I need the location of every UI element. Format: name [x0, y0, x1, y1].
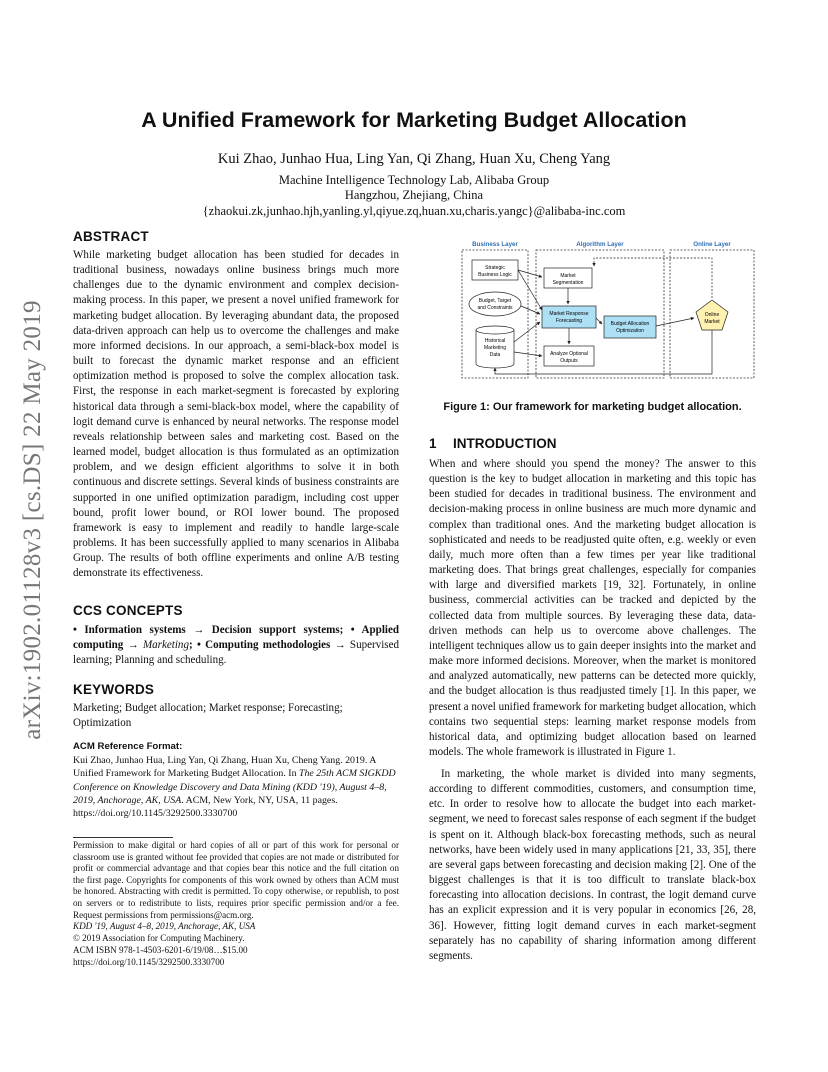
acm-ref-label: ACM Reference Format: [73, 741, 183, 752]
location: Hangzhou, Zhejiang, China [344, 188, 484, 202]
historical-data-cylinder-top [476, 326, 514, 334]
author-emails: {zhaokui.zk,junhao.hjh,yanling.yl,qiyue.zq,huan.xu,charis.yangc}@alibaba-inc.com [202, 204, 626, 218]
acm-ref-line2: . ACM, New York, NY, USA, 11 pages. https://doi.org/10.1145/3292500.3330700 [73, 794, 338, 820]
analyze-line2: Outputs [560, 358, 578, 364]
permission-isbn: ACM ISBN 978-1-4503-6201-6/19/08…$15.00 [73, 945, 248, 955]
ccs-part4: → Supervised learning; Planning and scheduling. [73, 639, 400, 667]
response-line1: Market Response [549, 311, 589, 317]
permission-conf-text: KDD '19, August 4–8, 2019, Anchorage, AK, USA [73, 921, 256, 931]
arxiv-identifier: arXiv:1902.01128v3 [cs.DS] 22 May 2019 [19, 300, 46, 740]
arrow-online-feedback [495, 330, 712, 374]
allocation-optimization-box [604, 316, 656, 338]
footnote-rule [73, 837, 173, 838]
arrow-response-optimization [596, 318, 602, 324]
permission-text: Permission to make digital or hard copies of all or part of this work for personal or classroom use is granted without fee provided that copies are not made or distributed for profit or commercial advantage and that copies bear this notice and the full citation on the first page. Copyrights for components of this work owned by others than ACM must be honored. Abstracting with credit is permitted. To copy otherwise, or republish, to post on servers or to redistribute to lists, requires prior specific permission and/or a fee. Request permissions from permissions@acm.org. [73, 840, 399, 920]
ccs-text [73, 623, 399, 668]
intro-title: INTRODUCTION [453, 436, 557, 451]
intro-heading [429, 436, 557, 451]
arrow-optimization-online [656, 318, 694, 326]
budget-constraints-ellipse [469, 292, 521, 316]
ccs-part3: ; • Computing methodologies [188, 639, 331, 652]
optimization-line1: Budget Allocation [610, 321, 650, 327]
keywords-text: Marketing; Budget allocation; Market response; Forecasting; Optimization [73, 702, 343, 730]
analyze-line1: Analyze Optional [550, 351, 588, 357]
keywords-heading: KEYWORDS [73, 682, 155, 697]
paper-title: A Unified Framework for Marketing Budget Allocation [141, 108, 687, 132]
online-line1: Online [704, 312, 720, 318]
arrow-budget-response [521, 306, 540, 314]
intro-paragraph-1: When and where should you spend the money? The answer to this question is the key to budget allocation in marketing and this topic has been studied for decades in traditional business. The environment and decision-making process in online business are much more dynamic and complex than traditional ones. And the marketing budget allocation is sophisticated and needs to be readjusted quite often, e.g. weekly or even daily, much more often than a few times per year like traditional marketing does. That brings great challenges, especially for companies with large and diversified markets [19, 32]. Fortunately, in online business, commercial activities can be tracked and depicted by the collected data from multiple sources. By leveraging these data, data-driven methods can help us to overcome above challenges. The intelligent techniques allow us to gain deeper insights into the market and make more informed decisions. Moreover, when the market is monitored and analyzed automatically, new patterns can be detected more quickly, and the budget allocation is thus readjusted timely [1]. In this paper, we present a novel unified framework for marketing budget allocation, which contains two sequential steps: learning market response models from historical data, and optimizing budget allocation based on learned models. The whole framework is illustrated in Figure 1. [429, 458, 756, 758]
response-forecasting-box [542, 306, 596, 328]
ccs-part2: Marketing [142, 639, 189, 652]
segmentation-line2: Segmentation [552, 280, 584, 286]
algorithm-layer-label: Algorithm Layer [576, 241, 624, 248]
historical-line3: Data [489, 352, 501, 358]
author-list: Kui Zhao, Junhao Hua, Ling Yan, Qi Zhang, Huan Xu, Cheng Yang [217, 151, 611, 167]
acm-ref-venue: The 25th ACM SIGKDD Conference on Knowledge Discovery and Data Mining (KDD '19), August 4–8, 2019, Anchorage, AK, USA [73, 768, 396, 806]
permission-copyright: © 2019 Association for Computing Machinery. [73, 933, 245, 943]
historical-line1: Historical [484, 338, 506, 344]
acm-ref-text [73, 754, 399, 820]
ccs-heading: CCS CONCEPTS [73, 603, 183, 618]
acm-ref-line1: Kui Zhao, Junhao Hua, Ling Yan, Qi Zhang, Huan Xu, Cheng Yang. 2019. A Unified Framework for Marketing Budget Allocation. In [73, 755, 376, 780]
strategic-logic-line1: Strategic [485, 265, 505, 271]
intro-number: 1 [429, 436, 437, 451]
ccs-part1: • Information systems → Decision support systems; • Applied computing → [73, 624, 399, 652]
segmentation-line1: Market [560, 273, 576, 279]
budget-line2: and Constraints [477, 305, 513, 311]
response-line2: Forecasting [555, 318, 583, 324]
figure-caption: Figure 1: Our framework for marketing budget allocation. [443, 401, 742, 413]
affiliation: Machine Intelligence Technology Lab, Alibaba Group [278, 173, 550, 187]
optimization-line2: Optimization [616, 328, 644, 334]
business-layer-label: Business Layer [472, 241, 518, 248]
framework-diagram [458, 236, 758, 384]
strategic-logic-line2: Business Logic [478, 272, 512, 278]
online-layer-label: Online Layer [693, 241, 731, 248]
online-line2: Market [704, 319, 720, 325]
intro-paragraph-2: In marketing, the whole market is divided into many segments, according to different commodities, customers, and consumption time, etc. In order to resolve how to allocate the budget into each market-segment, we need to forecast sales response of each segment if the budget is spent on it. Although black-box forecasting methods, such as neural networks, have been widely used in many applications [21, 33, 35], there are several gaps between forecasting and decision making [2]. One of the biggest challenges is that it is too difficult to translate black-box forecasting into allocation decisions. In contrast, the logit demand curve has an explicit expression and it is very popular in economics [26, 28, 36]. However, fitting logit demand curves in each market-segment separately has no capability of sharing information among different segments. [429, 768, 756, 962]
arxiv-sidebar [18, 282, 48, 758]
budget-line1: Budget, Target [478, 298, 512, 304]
abstract-heading: ABSTRACT [73, 229, 149, 244]
permission-conf [73, 921, 399, 933]
arrow-history-response [514, 322, 540, 342]
historical-line2: Marketing [484, 345, 506, 351]
abstract-text: While marketing budget allocation has been studied for decades in traditional business, nowadays online business brings much more challenges due to the dynamic environment and complex decision-making process. In this paper, we present a novel unified framework for marketing budget allocation. By leveraging abundant data, the proposed data-driven approach can help us to overcome the challenges and make more informed decisions. In our approach, a semi-black-box model is built to forecast the dynamic market response and an efficient optimization method is proposed to solve the complex allocation task. First, the response in each market-segment is forecasted by exploring historical data through a semi-black-box model, where the capability of logit demand curve is enhanced by neural networks. The response model reveals relationship between sales and marketing cost. Based on the learned model, budget allocation is thus formulated as an optimization problem, and we design efficient algorithms to solve it in both continuous and discrete settings. Several kinds of business constraints are supported in one unified optimization paradigm, including cost upper bound, profit lower bound, or ROI lower bound. The proposed framework is easy to implement and readily to handle large-scale problems. It has been successfully applied to many scenarios in Alibaba Group. The results of both offline experiments and online A/B testing demonstrate its effectiveness. [73, 249, 399, 580]
arrow-online-segmentation [594, 258, 712, 298]
permission-doi: https://doi.org/10.1145/3292500.3330700 [73, 957, 225, 967]
